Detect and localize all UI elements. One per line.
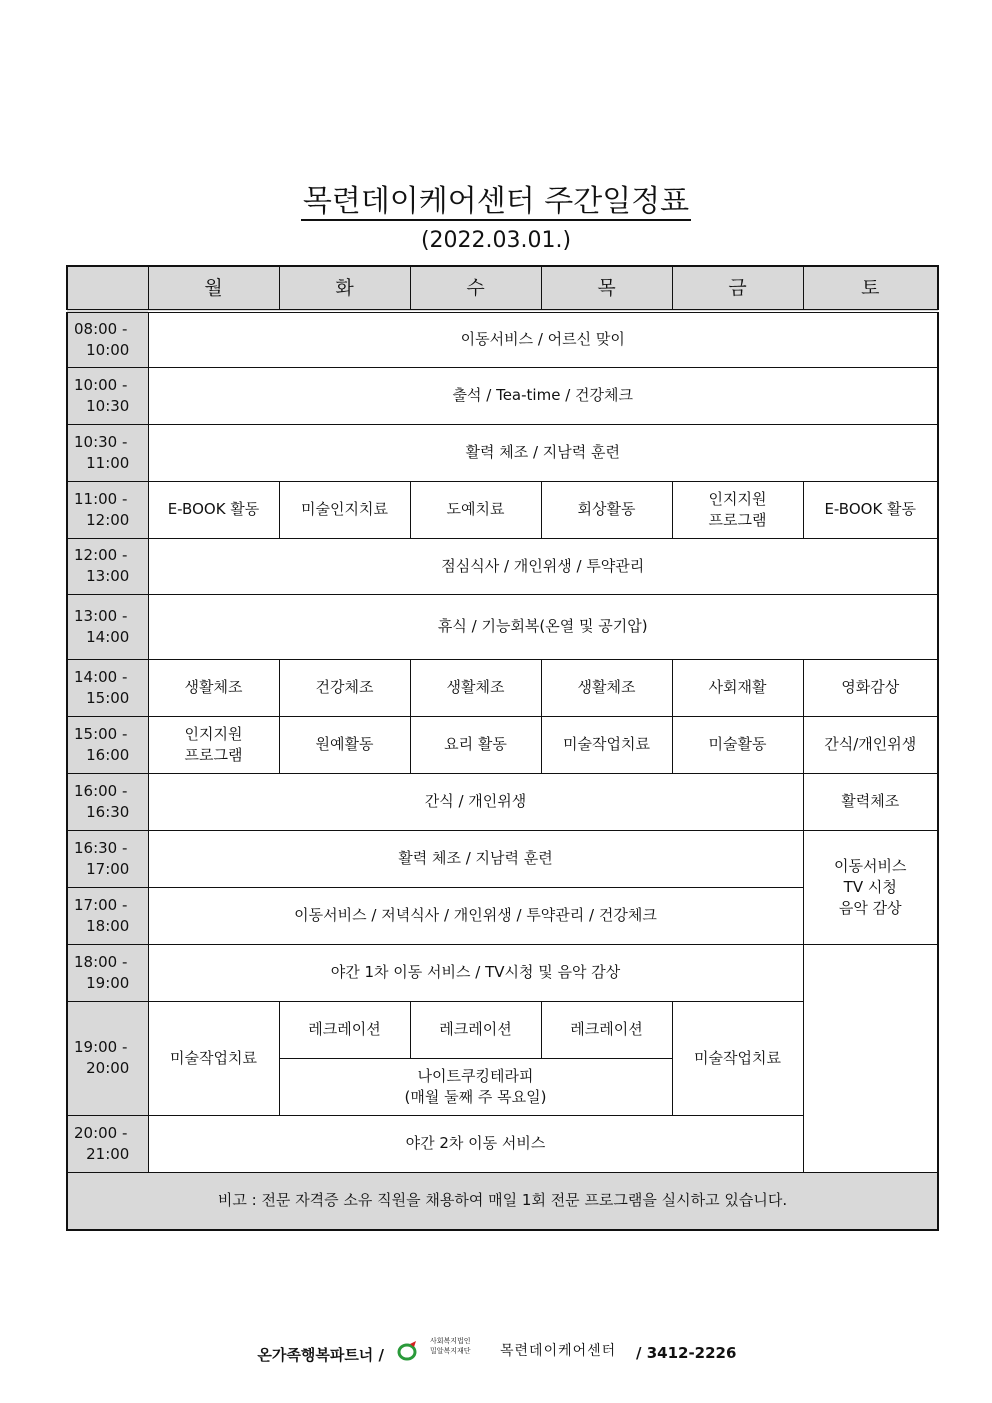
page-date: (2022.03.01.) — [420, 228, 572, 253]
time-slot: 13:00 - 14:00 — [67, 594, 148, 659]
time-slot: 16:00 - 16:30 — [67, 773, 148, 830]
time-slot: 10:00 - 10:30 — [67, 367, 148, 424]
time-slot: 16:30 - 17:00 — [67, 830, 148, 887]
activity-cell: 활력 체조 / 지남력 훈련 — [148, 830, 803, 887]
activity-cell: 원예활동 — [279, 716, 410, 773]
footer-slogan: 온가족행복파트너 / — [257, 1346, 384, 1364]
time-slot: 20:00 - 21:00 — [67, 1115, 148, 1172]
activity-cell: 사회재활 — [672, 659, 803, 716]
activity-cell: 미술작업치료 — [541, 716, 672, 773]
schedule-row — [67, 659, 938, 716]
activity-cell: 레크레이션 — [279, 1001, 410, 1058]
weekly-schedule-table — [66, 265, 939, 1231]
day-header-wed: 수 — [410, 266, 541, 311]
activity-cell: 나이트쿠킹테라피 (매월 둘째 주 목요일) — [279, 1058, 672, 1115]
schedule-row — [67, 830, 938, 887]
activity-cell: 이동서비스 TV 시청 음악 감상 — [803, 830, 938, 944]
schedule-row — [67, 773, 938, 830]
activity-cell: 활력 체조 / 지남력 훈련 — [148, 424, 938, 481]
activity-cell: 생활체조 — [410, 659, 541, 716]
time-slot: 11:00 - 12:00 — [67, 481, 148, 538]
activity-cell: 이동서비스 / 저녁식사 / 개인위생 / 투약관리 / 건강체크 — [148, 887, 803, 944]
footer-org-small: 사회복지법인 밀알복지재단 — [430, 1337, 471, 1355]
activity-cell: 요리 활동 — [410, 716, 541, 773]
schedule-row — [67, 424, 938, 481]
activity-cell: E-BOOK 활동 — [148, 481, 279, 538]
time-slot: 10:30 - 11:00 — [67, 424, 148, 481]
note-row — [67, 1172, 938, 1230]
schedule-row — [67, 944, 938, 1001]
activity-cell: 간식 / 개인위생 — [148, 773, 803, 830]
time-slot: 12:00 - 13:00 — [67, 538, 148, 594]
activity-cell: 미술활동 — [672, 716, 803, 773]
activity-cell: 인지지원 프로그램 — [672, 481, 803, 538]
page-title: 목련데이케어센터 주간일정표 — [302, 184, 690, 219]
schedule-row — [67, 594, 938, 659]
activity-cell: 출석 / Tea-time / 건강체크 — [148, 367, 938, 424]
activity-cell: 영화감상 — [803, 659, 938, 716]
foundation-logo-icon — [396, 1339, 420, 1363]
time-slot: 08:00 - 10:00 — [67, 311, 148, 367]
header-row — [67, 266, 938, 311]
activity-cell: 미술인지치료 — [279, 481, 410, 538]
activity-cell: 야간 2차 이동 서비스 — [148, 1115, 803, 1172]
activity-cell: E-BOOK 활동 — [803, 481, 938, 538]
day-header-tue: 화 — [279, 266, 410, 311]
activity-cell: 도예치료 — [410, 481, 541, 538]
activity-cell: 미술작업치료 — [672, 1001, 803, 1115]
footer — [0, 1336, 992, 1370]
activity-cell: 점심식사 / 개인위생 / 투약관리 — [148, 538, 938, 594]
time-header-cell — [67, 266, 148, 311]
footer-phone: / 3412-2226 — [636, 1344, 737, 1362]
time-slot: 15:00 - 16:00 — [67, 716, 148, 773]
activity-cell: 레크레이션 — [410, 1001, 541, 1058]
activity-cell: 생활체조 — [541, 659, 672, 716]
activity-cell: 인지지원 프로그램 — [148, 716, 279, 773]
time-slot: 17:00 - 18:00 — [67, 887, 148, 944]
schedule-row — [67, 538, 938, 594]
schedule-row — [67, 481, 938, 538]
day-header-sat: 토 — [803, 266, 938, 311]
empty-cell — [803, 944, 938, 1172]
activity-cell: 야간 1차 이동 서비스 / TV시청 및 음악 감상 — [148, 944, 803, 1001]
activity-cell: 이동서비스 / 어르신 맞이 — [148, 311, 938, 367]
schedule-row — [67, 716, 938, 773]
activity-cell: 미술작업치료 — [148, 1001, 279, 1115]
time-slot: 19:00 - 20:00 — [67, 1001, 148, 1115]
activity-cell: 생활체조 — [148, 659, 279, 716]
day-header-thu: 목 — [541, 266, 672, 311]
day-header-fri: 금 — [672, 266, 803, 311]
time-slot: 18:00 - 19:00 — [67, 944, 148, 1001]
note-text: 비고 : 전문 자격증 소유 직원을 채용하여 매일 1회 전문 프로그램을 실시하고 있습니다. — [67, 1172, 938, 1230]
activity-cell: 건강체조 — [279, 659, 410, 716]
activity-cell: 레크레이션 — [541, 1001, 672, 1058]
schedule-row — [67, 367, 938, 424]
activity-cell: 간식/개인위생 — [803, 716, 938, 773]
schedule-row — [67, 311, 938, 367]
time-slot: 14:00 - 15:00 — [67, 659, 148, 716]
activity-cell: 회상활동 — [541, 481, 672, 538]
day-header-mon: 월 — [148, 266, 279, 311]
activity-cell: 휴식 / 기능회복(온열 및 공기압) — [148, 594, 938, 659]
activity-cell: 활력체조 — [803, 773, 938, 830]
footer-center-name: 목련데이케어센터 — [500, 1343, 617, 1359]
